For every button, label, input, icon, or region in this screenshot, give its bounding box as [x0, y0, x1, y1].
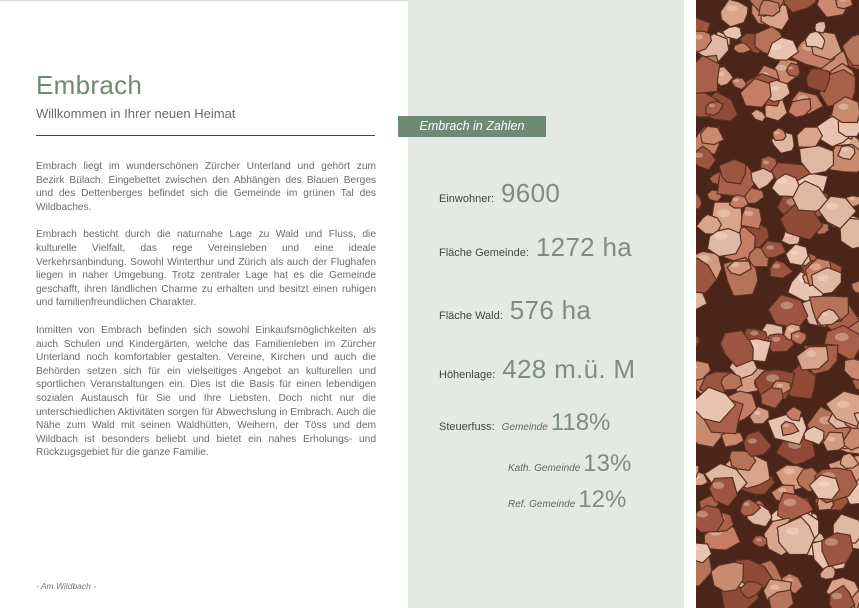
gravel-highlight — [837, 401, 850, 409]
gravel-stone — [751, 109, 766, 122]
gravel-highlight — [835, 333, 849, 341]
gravel-highlight — [786, 527, 799, 535]
stat-flaeche-gemeinde — [439, 232, 632, 263]
gravel-photo — [696, 0, 859, 608]
steuer-ref-label: Ref. Gemeinde — [508, 499, 576, 510]
gravel-highlight — [778, 488, 786, 493]
gravel-highlight — [770, 585, 779, 591]
title-rule — [36, 135, 375, 136]
gravel-highlight — [717, 210, 730, 218]
gravel-highlight — [818, 275, 829, 282]
gravel-highlight — [713, 482, 725, 489]
gravel-highlight — [810, 263, 821, 270]
gravel-highlight — [771, 86, 780, 91]
gravel-highlight — [774, 131, 779, 134]
stat-steuer-kath — [508, 450, 631, 478]
gravel-stone — [711, 562, 744, 592]
gravel-stone — [851, 281, 859, 295]
gravel-highlight — [744, 211, 753, 216]
gravel-highlight — [806, 351, 816, 357]
stat-label: Einwohner: — [439, 193, 495, 205]
stat-steuer-ref — [508, 486, 626, 514]
gravel-stone — [752, 536, 767, 547]
gravel-highlight — [777, 384, 783, 388]
gravel-stone — [788, 99, 811, 118]
gravel-stone — [744, 431, 772, 457]
stat-value: 9600 — [501, 178, 561, 208]
gravel-highlight — [819, 481, 829, 487]
image-gutter — [684, 0, 696, 608]
gravel-highlight — [756, 538, 761, 541]
stat-label: Fläche Gemeinde: — [439, 247, 529, 259]
gravel-highlight — [697, 511, 708, 518]
gravel-stone — [696, 291, 707, 311]
gravel-stone — [838, 146, 855, 160]
gravel-highlight — [784, 499, 797, 507]
gravel-stone — [797, 127, 823, 148]
stat-hoehenlage — [439, 354, 635, 385]
stat-flaeche-wald — [439, 295, 591, 326]
stat-steuerfuss — [439, 409, 610, 437]
gravel-stone — [729, 195, 748, 208]
gravel-stone — [761, 241, 786, 258]
stat-value: 1272 ha — [535, 232, 632, 262]
stat-einwohner — [439, 178, 560, 209]
steuer-gemeinde-label: Gemeinde — [501, 422, 548, 433]
gravel-highlight — [714, 232, 727, 240]
gravel-stone — [806, 69, 829, 92]
gravel-highlight — [825, 538, 838, 546]
gravel-stone — [721, 0, 749, 27]
gravel-stone — [696, 193, 702, 209]
stat-label: Steuerfuss: — [439, 421, 495, 433]
body-text — [36, 160, 376, 474]
gravel-highlight — [781, 302, 794, 310]
gravel-highlight — [750, 331, 758, 336]
gravel-highlight — [794, 335, 799, 338]
photo-caption: - Am Wildbach - — [36, 581, 97, 591]
gravel-highlight — [772, 44, 782, 50]
gravel-highlight — [827, 437, 835, 442]
gravel-stone — [773, 128, 786, 141]
gravel-highlight — [734, 79, 739, 82]
gravel-highlight — [832, 593, 843, 599]
gravel-stone — [844, 359, 859, 382]
gravel-highlight — [839, 104, 849, 110]
steuer-kath-label: Kath. Gemeinde — [508, 463, 581, 474]
gravel-highlight — [788, 66, 793, 69]
gravel-stone — [696, 334, 699, 347]
stat-label: Fläche Wald: — [439, 310, 503, 322]
gravel-highlight — [772, 337, 780, 342]
steuer-kath-value: 13% — [583, 450, 632, 477]
intro-column — [0, 0, 408, 608]
gravel-stone — [815, 22, 826, 33]
paragraph-life: Inmitten von Embrach befinden sich sowohl Einkaufsmöglichkeiten als auch Schulen und Kindergärten, welche das Familienleben im Zürcher Unterland noch komfortabler gestalten. Vereine, Kirchen und auch die Behörden setzen sich für ein vielseitiges Angebot an kulturellen und sportlichen Veranstaltungen ein. Dies ist die Basis für einen lebendigen sozialen Austausch für Sie und Ihre Liebsten. Doch nicht nur die unterschiedlichen Aktivitäten sorgen für Abwechslung in Embrach. Auch die Nähe zum Wald mit seinen Waldhütten, Weihern, der Töss und dem Wildbach ist besonders beliebt und bietet ein nahes Erholungs- und Rückzugsgebiet für die ganze Familie. — [36, 324, 376, 459]
gravel-highlight — [822, 312, 829, 316]
gravel-texture — [696, 0, 859, 608]
gravel-highlight — [783, 468, 795, 475]
gravel-highlight — [732, 263, 740, 268]
gravel-highlight — [791, 250, 799, 255]
page-title: Embrach — [36, 70, 143, 100]
gravel-highlight — [849, 197, 855, 200]
gravel-highlight — [709, 104, 715, 107]
gravel-highlight — [783, 424, 789, 428]
gravel-highlight — [743, 502, 750, 506]
steuer-ref-value: 12% — [578, 486, 627, 513]
gravel-highlight — [727, 5, 737, 11]
gravel-stone — [759, 0, 780, 16]
gravel-stone — [751, 168, 774, 189]
gravel-highlight — [776, 65, 786, 71]
steuer-gemeinde-value: 118% — [550, 409, 611, 436]
gravel-highlight — [763, 160, 769, 164]
gravel-highlight — [754, 411, 761, 415]
stat-value: 576 ha — [509, 295, 592, 325]
facts-heading: Embrach in Zahlen — [398, 116, 546, 137]
page-subtitle: Willkommen in Ihrer neuen Heimat — [36, 106, 236, 121]
gravel-highlight — [767, 245, 774, 249]
paragraph-intro: Embrach liegt im wunderschönen Zürcher Unterland und gehört zum Bezirk Bülach. Eingebettet zwischen den Abhängen des Blauen Berges und des Dettenberges befindet sich die Gemeinde im grünen Tal des Wildbaches. — [36, 161, 376, 213]
gravel-stone — [822, 533, 853, 567]
stat-label: Höhenlage: — [439, 369, 496, 381]
gravel-highlight — [733, 198, 739, 202]
gravel-highlight — [843, 148, 849, 151]
paragraph-location: Embrach besticht durch die naturnahe Lage zu Wald und Fluss, die kulturelle Vielfalt, das rege Vereinsleben und eine ideale Verkehrsanbindung. Sowohl Winterthur und Zürich als auch der Flughafen liegen in naher Umgebung. Trotz zentraler Lage hat es die Gemeinde geschafft, ihren ländlichen Charme zu erhalten und besitzt einen ruhigen und familienfreundlichen Charakter. — [36, 229, 376, 309]
gravel-highlight — [748, 438, 757, 443]
gravel-stone — [741, 206, 762, 229]
gravel-highlight — [826, 203, 838, 210]
gravel-stone — [696, 506, 724, 533]
gravel-highlight — [772, 264, 780, 269]
gravel-highlight — [777, 178, 787, 184]
stat-value: 428 m.ü. M — [502, 354, 636, 384]
gravel-highlight — [788, 328, 794, 332]
